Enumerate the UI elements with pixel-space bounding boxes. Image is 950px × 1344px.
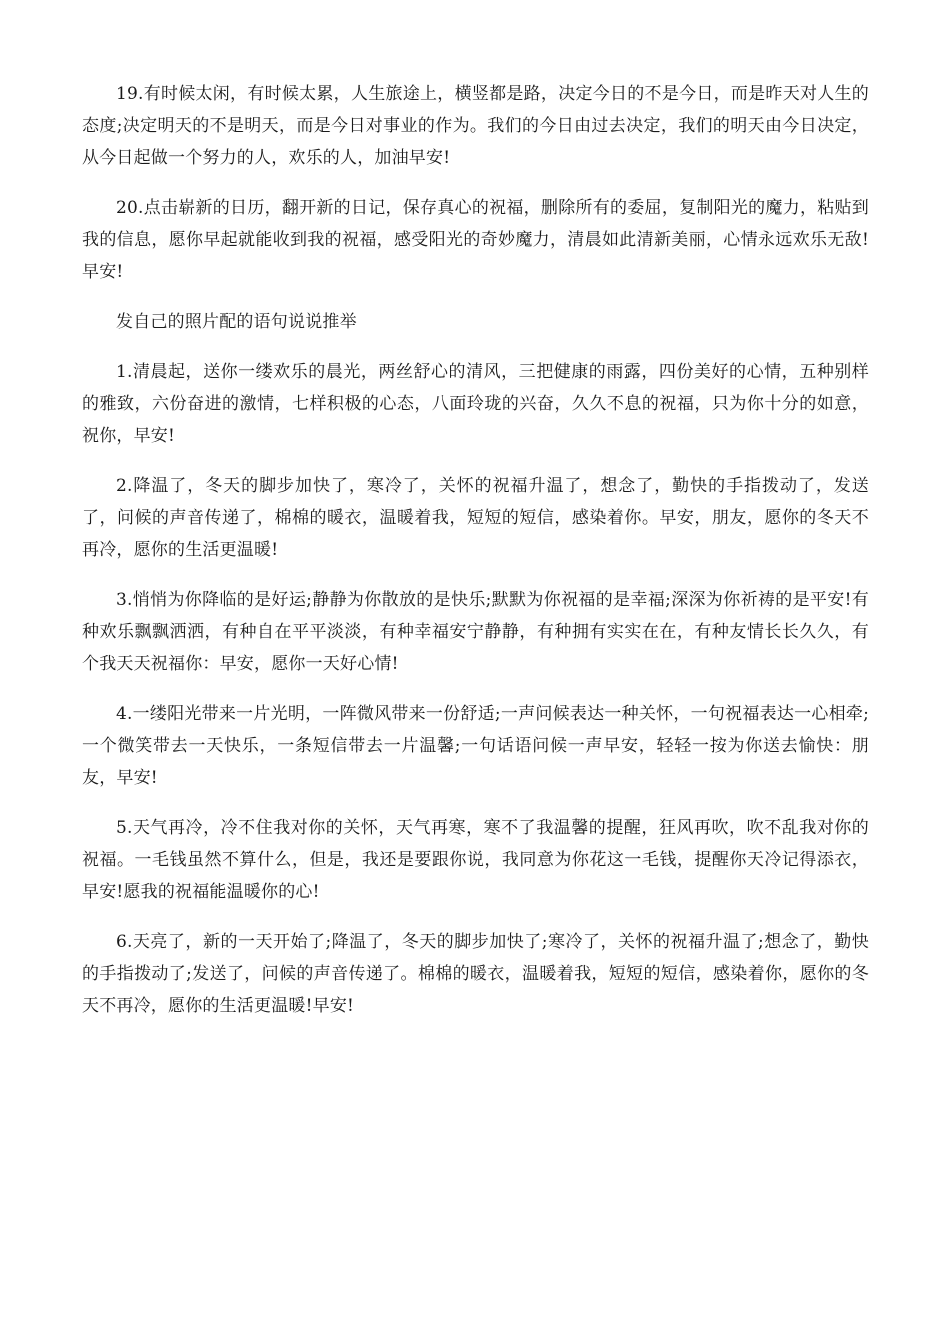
paragraph-20: 20.点击崭新的日历，翻开新的日记，保存真心的祝福，删除所有的委屈，复制阳光的魔力，粘贴到我的信息，愿你早起就能收到我的祝福，感受阳光的奇妙魔力，清晨如此清新美丽，心情永远欢乐无敌!早安! [82, 198, 869, 282]
paragraph-3: 3.悄悄为你降临的是好运;静静为你散放的是快乐;默默为你祝福的是幸福;深深为你祈祷的是平安!有种欢乐飘飘洒洒，有种自在平平淡淡，有种幸福安宁静静，有种拥有实实在在，有种友情长长久久，有个我天天祝福你：早安，愿你一天好心情! [82, 590, 869, 674]
document-page [82, 78, 869, 1040]
paragraph-6: 6.天亮了，新的一天开始了;降温了，冬天的脚步加快了;寒冷了，关怀的祝福升温了;想念了，勤快的手指拨动了;发送了，问候的声音传递了。棉棉的暖衣，温暖着我，短短的短信，感染着你，愿你的冬天不再冷，愿你的生活更温暖!早安! [82, 932, 869, 1016]
paragraph-2: 2.降温了，冬天的脚步加快了，寒冷了，关怀的祝福升温了，想念了，勤快的手指拨动了，发送了，问候的声音传递了，棉棉的暖衣，温暖着我，短短的短信，感染着你。早安，朋友，愿你的冬天不再冷，愿你的生活更温暖! [82, 476, 869, 560]
paragraph-19: 19.有时候太闲，有时候太累，人生旅途上，横竖都是路，决定今日的不是今日，而是昨天对人生的态度;决定明天的不是明天，而是今日对事业的作为。我们的今日由过去决定，我们的明天由今日决定，从今日起做一个努力的人，欢乐的人，加油早安! [82, 84, 869, 168]
paragraph-1: 1.清晨起，送你一缕欢乐的晨光，两丝舒心的清风，三把健康的雨露，四份美好的心情，五种别样的雅致，六份奋进的激情，七样积极的心态，八面玲珑的兴奋，久久不息的祝福，只为你十分的如意，祝你，早安! [82, 362, 869, 446]
paragraph-5: 5.天气再冷，冷不住我对你的关怀，天气再寒，寒不了我温馨的提醒，狂风再吹，吹不乱我对你的祝福。一毛钱虽然不算什么，但是，我还是要跟你说，我同意为你花这一毛钱，提醒你天冷记得添衣，早安!愿我的祝福能温暖你的心! [82, 818, 869, 902]
section-heading: 发自己的照片配的语句说说推举 [116, 312, 357, 332]
paragraph-4: 4.一缕阳光带来一片光明，一阵微风带来一份舒适;一声问候表达一种关怀，一句祝福表达一心相牵;一个微笑带去一天快乐，一条短信带去一片温馨;一句话语问候一声早安，轻轻一按为你送去愉快：朋友，早安! [82, 704, 869, 788]
